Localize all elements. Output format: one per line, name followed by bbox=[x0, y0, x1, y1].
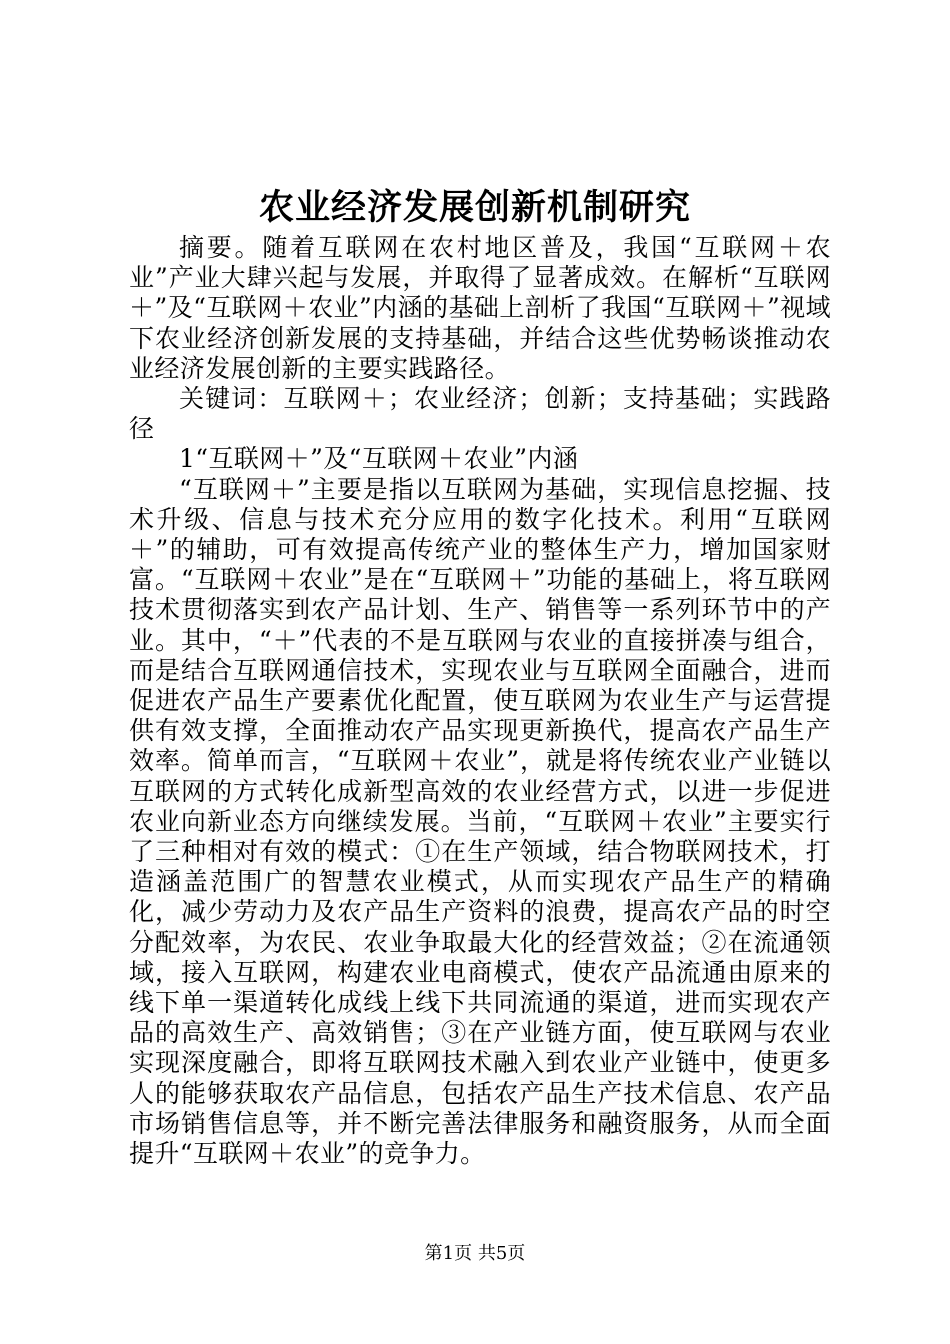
abstract-paragraph: 摘要。随着互联网在农村地区普及，我国“互联网＋农业”产业大肆兴起与发展，并取得了显著成效。在解析“互联网＋”及“互联网＋农业”内涵的基础上剖析了我国“互联网＋”视域下农业经济创新发展的支持基础，并结合这些优势畅谈推动农业经济发展创新的主要实践路径。 bbox=[129, 233, 831, 383]
section-heading: 1“互联网＋”及“互联网＋农业”内涵 bbox=[179, 444, 579, 474]
section-body-paragraph: “互联网＋”主要是指以互联网为基础，实现信息挖掘、技术升级、信息与技术充分应用的数字化技术。利用“互联网＋”的辅助，可有效提高传统产业的整体生产力，增加国家财富。“互联网＋农业”是在“互联网＋”功能的基础上，将互联网技术贯彻落实到农产品计划、生产、销售等一系列环节中的产业。其中，“＋”代表的不是互联网与农业的直接拼凑与组合，而是结合互联网通信技术，实现农业与互联网全面融合，进而促进农产品生产要素优化配置，使互联网为农业生产与运营提供有效支撑，全面推动农产品实现更新换代，提高农产品生产效率。简单而言，“互联网＋农业”，就是将传统农业产业链以互联网的方式转化成新型高效的农业经营方式，以进一步促进农业向新业态方向继续发展。当前，“互联网＋农业”主要实行了三种相对有效的模式：①在生产领域，结合物联网技术，打造涵盖范围广的智慧农业模式，从而实现农产品生产的精确化，减少劳动力及农产品生产资料的浪费，提高农产品的时空分配效率，为农民、农业争取最大化的经营效益；②在流通领域，接入互联网，构建农业电商模式，使农产品流通由原来的线下单一渠道转化成线上线下共同流通的渠道，进而实现农产品的高效生产、高效销售；③在产业链方面，使互联网与农业实现深度融合，即将互联网技术融入到农业产业链中，使更多人的能够获取农产品信息，包括农产品生产技术信息、农产品市场销售信息等，并不断完善法律服务和融资服务，从而全面提升“互联网＋农业”的竞争力。 bbox=[129, 474, 831, 1169]
document-body bbox=[129, 233, 831, 1169]
document-title: 农业经济发展创新机制研究 bbox=[258, 187, 691, 228]
keywords-paragraph: 关键词：互联网＋；农业经济；创新；支持基础；实践路径 bbox=[129, 384, 831, 444]
page-footer: 第1页 共5页 bbox=[424, 1243, 526, 1264]
